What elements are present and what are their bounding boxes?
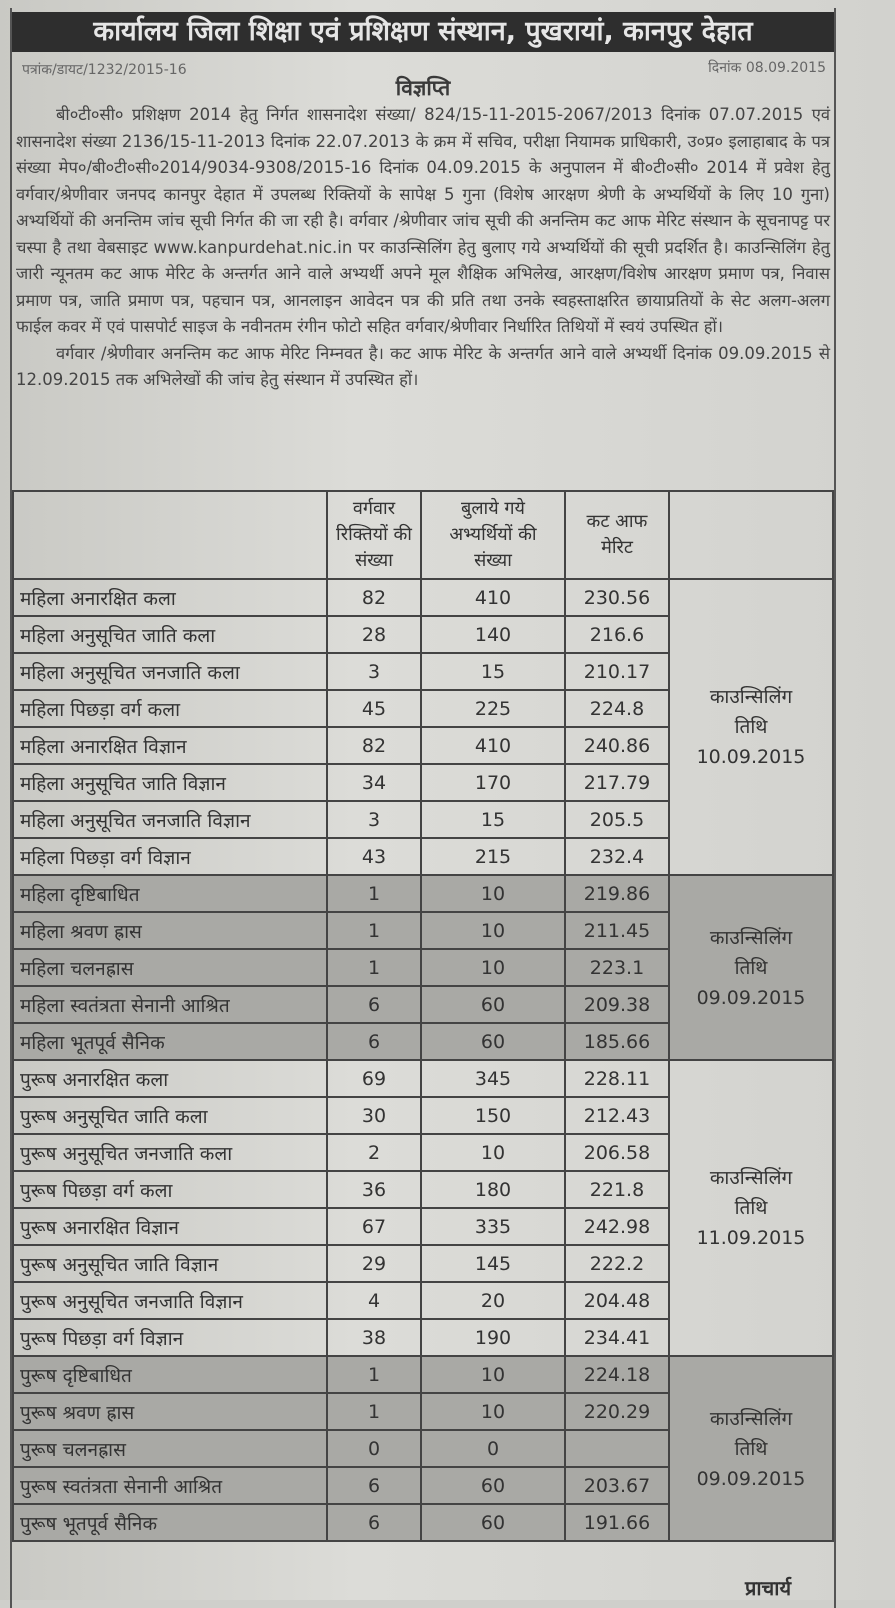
cell-vacancies: 6 bbox=[327, 1467, 421, 1504]
cell-vacancies: 6 bbox=[327, 1023, 421, 1060]
cell-category: पुरूष चलनह्रास bbox=[13, 1430, 327, 1467]
cell-vacancies: 29 bbox=[327, 1245, 421, 1282]
cell-called: 10 bbox=[421, 949, 565, 986]
cell-cutoff: 212.43 bbox=[565, 1097, 669, 1134]
cell-cutoff: 240.86 bbox=[565, 727, 669, 764]
cell-called: 410 bbox=[421, 579, 565, 616]
cell-called: 180 bbox=[421, 1171, 565, 1208]
cell-vacancies: 1 bbox=[327, 875, 421, 912]
header-category bbox=[13, 491, 327, 579]
office-title: कार्यालय जिला शिक्षा एवं प्रशिक्षण संस्थान, पुखरायां, कानपुर देहात bbox=[12, 12, 834, 52]
cell-vacancies: 3 bbox=[327, 801, 421, 838]
cell-vacancies: 6 bbox=[327, 986, 421, 1023]
cell-called: 10 bbox=[421, 1393, 565, 1430]
counselling-date: 09.09.2015 bbox=[696, 1467, 806, 1490]
table-row bbox=[13, 1356, 833, 1393]
cell-cutoff bbox=[565, 1430, 669, 1467]
cell-category: महिला अनारक्षित विज्ञान bbox=[13, 727, 327, 764]
table-row bbox=[13, 579, 833, 616]
counselling-date-cell bbox=[669, 1356, 833, 1541]
cell-vacancies: 2 bbox=[327, 1134, 421, 1171]
counselling-date: 11.09.2015 bbox=[696, 1227, 806, 1249]
cell-vacancies: 1 bbox=[327, 1393, 421, 1430]
reference-number: पत्रांक/डायट/1232/2015-16 bbox=[22, 62, 187, 78]
cell-category: महिला श्रवण ह्रास bbox=[13, 912, 327, 949]
counselling-label: काउन्सिलिंग bbox=[709, 686, 793, 708]
signature-principal: प्राचार्य bbox=[745, 1576, 792, 1600]
cell-called: 10 bbox=[421, 875, 565, 912]
counselling-sub: तिथि bbox=[734, 956, 768, 979]
cell-cutoff: 204.48 bbox=[565, 1282, 669, 1319]
cell-called: 410 bbox=[421, 727, 565, 764]
cell-cutoff: 234.41 bbox=[565, 1319, 669, 1356]
cell-cutoff: 185.66 bbox=[565, 1023, 669, 1060]
cell-vacancies: 82 bbox=[327, 579, 421, 616]
cell-cutoff: 222.2 bbox=[565, 1245, 669, 1282]
cell-category: महिला अनुसूचित जाति विज्ञान bbox=[13, 764, 327, 801]
cell-called: 15 bbox=[421, 801, 565, 838]
cell-category: महिला स्वतंत्रता सेनानी आश्रित bbox=[13, 986, 327, 1023]
cell-cutoff: 209.38 bbox=[565, 986, 669, 1023]
cell-vacancies: 36 bbox=[327, 1171, 421, 1208]
counselling-sub: तिथि bbox=[734, 1197, 768, 1219]
cell-called: 150 bbox=[421, 1097, 565, 1134]
cell-called: 170 bbox=[421, 764, 565, 801]
cell-cutoff: 221.8 bbox=[565, 1171, 669, 1208]
cell-vacancies: 67 bbox=[327, 1208, 421, 1245]
cut-off-merit-table bbox=[12, 490, 834, 1542]
cell-vacancies: 3 bbox=[327, 653, 421, 690]
cell-called: 335 bbox=[421, 1208, 565, 1245]
notice bbox=[10, 8, 836, 1608]
cell-category: पुरूष श्रवण ह्रास bbox=[13, 1393, 327, 1430]
cell-called: 60 bbox=[421, 1467, 565, 1504]
counselling-label: काउन्सिलिंग bbox=[709, 1407, 793, 1430]
cell-cutoff: 220.29 bbox=[565, 1393, 669, 1430]
cell-vacancies: 1 bbox=[327, 912, 421, 949]
cell-cutoff: 203.67 bbox=[565, 1467, 669, 1504]
cell-vacancies: 45 bbox=[327, 690, 421, 727]
cell-category: महिला चलनह्रास bbox=[13, 949, 327, 986]
header-called: बुलाये गये अभ्यर्थियों की संख्या bbox=[421, 491, 565, 579]
cell-called: 10 bbox=[421, 912, 565, 949]
cell-category: पुरूष अनुसूचित जनजाति कला bbox=[13, 1134, 327, 1171]
counselling-date: 09.09.2015 bbox=[696, 986, 806, 1009]
table-row bbox=[13, 1060, 833, 1097]
cell-cutoff: 206.58 bbox=[565, 1134, 669, 1171]
cell-called: 140 bbox=[421, 616, 565, 653]
cell-cutoff: 217.79 bbox=[565, 764, 669, 801]
cell-vacancies: 38 bbox=[327, 1319, 421, 1356]
cell-called: 60 bbox=[421, 1023, 565, 1060]
cell-category: महिला अनारक्षित कला bbox=[13, 579, 327, 616]
table-row bbox=[13, 875, 833, 912]
cell-called: 345 bbox=[421, 1060, 565, 1097]
cell-called: 190 bbox=[421, 1319, 565, 1356]
cell-category: पुरूष पिछड़ा वर्ग कला bbox=[13, 1171, 327, 1208]
cell-called: 145 bbox=[421, 1245, 565, 1282]
cell-cutoff: 232.4 bbox=[565, 838, 669, 875]
header-counselling bbox=[669, 491, 833, 579]
notice-date: दिनांक 08.09.2015 bbox=[708, 60, 826, 76]
cell-cutoff: 219.86 bbox=[565, 875, 669, 912]
cell-called: 215 bbox=[421, 838, 565, 875]
cell-category: महिला पिछड़ा वर्ग कला bbox=[13, 690, 327, 727]
cell-cutoff: 224.8 bbox=[565, 690, 669, 727]
cell-cutoff: 242.98 bbox=[565, 1208, 669, 1245]
cell-cutoff: 205.5 bbox=[565, 801, 669, 838]
cell-vacancies: 28 bbox=[327, 616, 421, 653]
cell-cutoff: 230.56 bbox=[565, 579, 669, 616]
counselling-label: काउन्सिलिंग bbox=[709, 1167, 793, 1189]
cell-vacancies: 34 bbox=[327, 764, 421, 801]
cell-category: पुरूष भूतपूर्व सैनिक bbox=[13, 1504, 327, 1541]
cell-vacancies: 43 bbox=[327, 838, 421, 875]
cell-category: पुरूष दृष्टिबाधित bbox=[13, 1356, 327, 1393]
cell-called: 20 bbox=[421, 1282, 565, 1319]
cell-called: 10 bbox=[421, 1356, 565, 1393]
cell-vacancies: 6 bbox=[327, 1504, 421, 1541]
cell-category: महिला अनुसूचित जाति कला bbox=[13, 616, 327, 653]
cell-vacancies: 4 bbox=[327, 1282, 421, 1319]
header-vacancies: वर्गवार रिक्तियों की संख्या bbox=[327, 491, 421, 579]
notice-paragraph: वर्गवार /श्रेणीवार अनन्तिम कट आफ मेरिट निम्नवत है। कट आफ मेरिट के अन्तर्गत आने वाले अभ्यर्थी दिनांक 09.09.2015 से 12.09.2015 तक अभिलेखों की जांच हेतु संस्थान में उपस्थित हों। bbox=[16, 343, 830, 389]
cell-vacancies: 1 bbox=[327, 1356, 421, 1393]
counselling-date-cell bbox=[669, 1060, 833, 1356]
cell-called: 0 bbox=[421, 1430, 565, 1467]
cell-category: महिला अनुसूचित जनजाति विज्ञान bbox=[13, 801, 327, 838]
cell-category: पुरूष अनुसूचित जाति कला bbox=[13, 1097, 327, 1134]
cell-called: 60 bbox=[421, 1504, 565, 1541]
cell-category: पुरूष स्वतंत्रता सेनानी आश्रित bbox=[13, 1467, 327, 1504]
counselling-sub: तिथि bbox=[734, 1437, 768, 1460]
cell-category: पुरूष अनुसूचित जाति विज्ञान bbox=[13, 1245, 327, 1282]
cell-category: पुरूष पिछड़ा वर्ग विज्ञान bbox=[13, 1319, 327, 1356]
cell-called: 15 bbox=[421, 653, 565, 690]
cell-cutoff: 216.6 bbox=[565, 616, 669, 653]
counselling-date: 10.09.2015 bbox=[696, 746, 806, 768]
cell-vacancies: 30 bbox=[327, 1097, 421, 1134]
cell-cutoff: 211.45 bbox=[565, 912, 669, 949]
cell-category: पुरूष अनारक्षित विज्ञान bbox=[13, 1208, 327, 1245]
cell-called: 60 bbox=[421, 986, 565, 1023]
cell-vacancies: 69 bbox=[327, 1060, 421, 1097]
cell-vacancies: 1 bbox=[327, 949, 421, 986]
notice-paragraph: बी०टी०सी० प्रशिक्षण 2014 हेतु निर्गत शासनादेश संख्या/ 824/15-11-2015-2067/2013 दिनांक 07.07.2015 एवं शासनादेश संख्या 2136/15-11-2013 दिनांक 22.07.2013 के क्रम में सचिव, परीक्षा नियामक प्राधिकारी, उ०प्र० इलाहाबाद के पत्र संख्या मेप०/बी०टी०सी०2014/9034-9308/2015-16 दिनांक 04.09.2015 के अनुपालन में बी०टी०सी० 2014 में प्रवेश हेतु वर्गवार/श्रेणीवार जनपद कानपुर देहात में उपलब्ध रिक्तियों के सापेक्ष 5 गुना (विशेष आरक्षण श्रेणी के अभ्यर्थियों के लिए 10 गुना) अभ्यर्थियों की अनन्तिम जांच सूची निर्गत की जा रही है। वर्गवार /श्रेणीवार जांच सूची की अनन्तिम कट आफ मेरिट संस्थान के सूचनापट्ट पर चस्पा है तथा वेबसाइट www.kanpurdehat.nic.in पर काउन्सिलिंग हेतु बुलाए गये अभ्यर्थियों की सूची प्रदर्शित है। काउन्सिलिंग हेतु जारी न्यूनतम कट आफ मेरिट के अन्तर्गत आने वाले अभ्यर्थी अपने मूल शैक्षिक अभिलेख, आरक्षण/विशेष आरक्षण प्रमाण पत्र, निवास प्रमाण पत्र, जाति प्रमाण पत्र, पहचान पत्र, आनलाइन आवेदन पत्र की प्रति तथा उनके स्वहस्ताक्षरित छायाप्रतियों के सेट अलग-अलग फाईल कवर में एवं पासपोर्ट साइज के नवीनतम रंगीन फोटो सहित वर्गवार/श्रेणीवार निर्धारित तिथियों में स्वयं उपस्थित हों। bbox=[16, 105, 830, 336]
cell-category: पुरूष अनुसूचित जनजाति विज्ञान bbox=[13, 1282, 327, 1319]
cell-vacancies: 82 bbox=[327, 727, 421, 764]
counselling-date-cell bbox=[669, 579, 833, 875]
cell-cutoff: 228.11 bbox=[565, 1060, 669, 1097]
cell-cutoff: 223.1 bbox=[565, 949, 669, 986]
cell-cutoff: 210.17 bbox=[565, 653, 669, 690]
cell-category: महिला दृष्टिबाधित bbox=[13, 875, 327, 912]
cell-cutoff: 191.66 bbox=[565, 1504, 669, 1541]
cell-called: 225 bbox=[421, 690, 565, 727]
counselling-date-cell bbox=[669, 875, 833, 1060]
cell-cutoff: 224.18 bbox=[565, 1356, 669, 1393]
cell-called: 10 bbox=[421, 1134, 565, 1171]
counselling-label: काउन्सिलिंग bbox=[709, 926, 793, 949]
table-header-row bbox=[13, 491, 833, 579]
cell-category: पुरूष अनारक्षित कला bbox=[13, 1060, 327, 1097]
header-cutoff: कट आफ मेरिट bbox=[565, 491, 669, 579]
cell-category: महिला भूतपूर्व सैनिक bbox=[13, 1023, 327, 1060]
cell-category: महिला पिछड़ा वर्ग विज्ञान bbox=[13, 838, 327, 875]
counselling-sub: तिथि bbox=[734, 716, 768, 738]
cell-vacancies: 0 bbox=[327, 1430, 421, 1467]
cell-category: महिला अनुसूचित जनजाति कला bbox=[13, 653, 327, 690]
notice-title: विज्ञप्ति bbox=[395, 76, 451, 100]
